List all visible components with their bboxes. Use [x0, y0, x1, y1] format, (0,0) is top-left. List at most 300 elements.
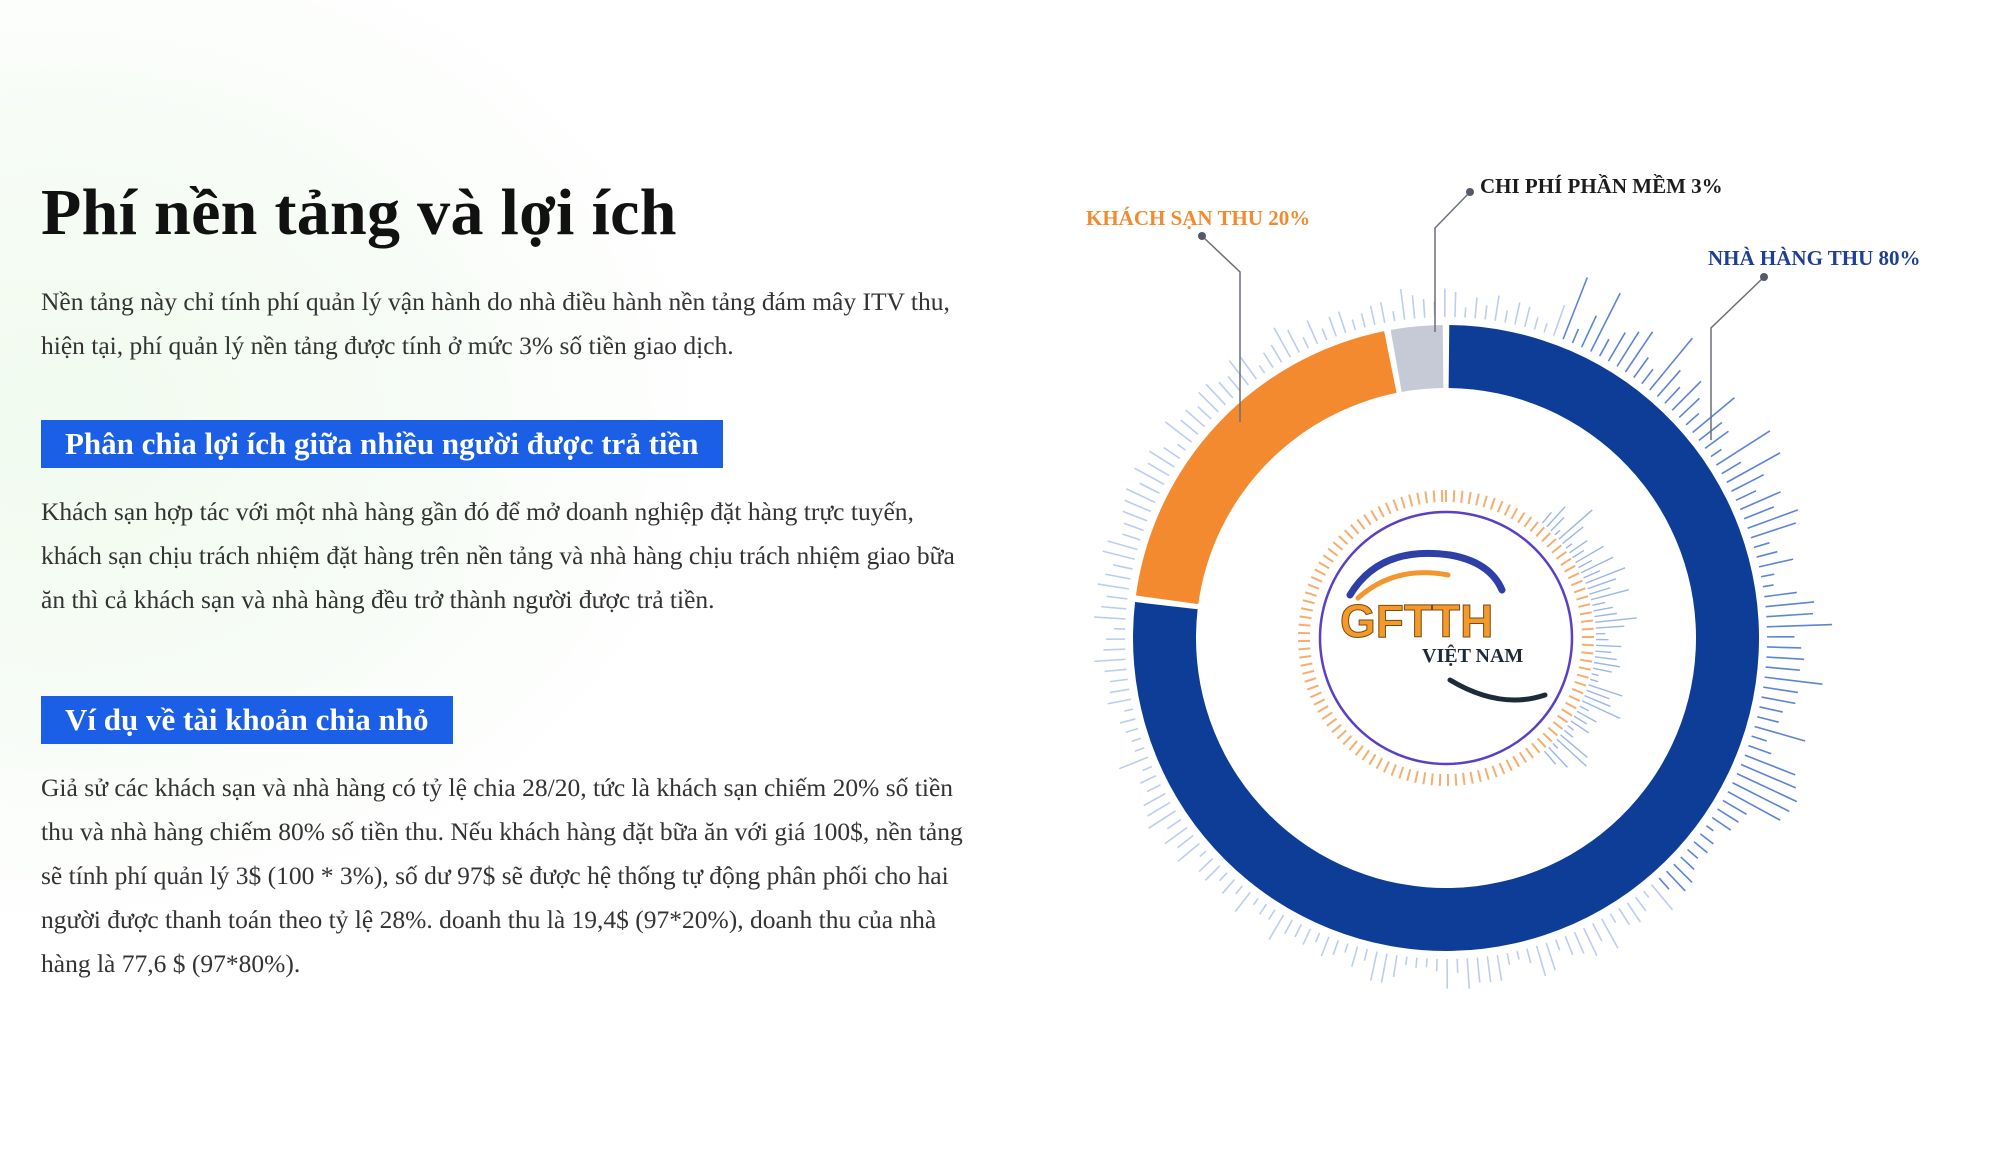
- decorative-tick: [1766, 657, 1804, 659]
- decorative-tick: [1094, 659, 1125, 661]
- label-software: CHI PHÍ PHẦN MỀM 3%: [1480, 174, 1723, 198]
- decorative-tick: [1594, 607, 1613, 611]
- decorative-tick: [1495, 296, 1499, 321]
- decorative-tick: [1761, 574, 1774, 577]
- inner-ring-tick: [1547, 539, 1556, 547]
- decorative-tick: [1754, 543, 1770, 548]
- decorative-tick: [1416, 958, 1417, 968]
- logo-brand-text: GFTTH: [1340, 595, 1494, 647]
- decorative-tick: [1132, 738, 1141, 741]
- decorative-tick: [1303, 929, 1310, 945]
- decorative-tick: [1505, 311, 1507, 323]
- inner-ring-tick: [1476, 494, 1479, 506]
- decorative-tick: [1321, 937, 1329, 956]
- inner-ring-tick: [1561, 559, 1571, 565]
- decorative-tick: [1763, 687, 1798, 692]
- inner-ring-tick: [1384, 761, 1389, 772]
- decorative-tick: [1113, 565, 1132, 569]
- inner-ring-tick: [1351, 525, 1359, 534]
- decorative-tick: [1515, 302, 1520, 324]
- decorative-tick: [1764, 592, 1796, 596]
- decorative-tick: [1125, 500, 1151, 511]
- decorative-tick: [1467, 958, 1469, 989]
- decorative-tick: [1110, 689, 1129, 692]
- decorative-tick: [1544, 324, 1547, 333]
- decorative-tick: [1181, 420, 1198, 434]
- decorative-tick: [1766, 614, 1813, 617]
- inner-ring-tick: [1308, 584, 1319, 588]
- decorative-tick: [1542, 512, 1551, 523]
- decorative-tick: [1269, 915, 1283, 940]
- decorative-tick: [1200, 851, 1206, 856]
- decorative-tick: [1177, 836, 1193, 848]
- decorative-tick: [1686, 413, 1699, 424]
- decorative-tick: [1760, 707, 1783, 712]
- decorative-tick: [1507, 953, 1509, 965]
- decorative-tick: [1393, 311, 1395, 321]
- decorative-tick: [1103, 649, 1125, 650]
- decorative-tick: [1765, 602, 1814, 607]
- decorative-tick: [1497, 955, 1501, 981]
- decorative-tick: [1741, 764, 1796, 787]
- decorative-tick: [1199, 392, 1219, 411]
- decorative-tick: [1737, 774, 1797, 802]
- inner-ring-tick: [1498, 501, 1503, 512]
- decorative-tick: [1580, 706, 1589, 711]
- inner-ring-tick: [1434, 491, 1435, 503]
- inner-ring-tick: [1399, 767, 1403, 778]
- decorative-tick: [1371, 952, 1377, 981]
- decorative-tick: [1657, 370, 1680, 396]
- decorative-tick: [1578, 560, 1592, 567]
- decorative-tick: [1144, 794, 1166, 806]
- decorative-tick: [1767, 625, 1832, 627]
- inner-ring-tick: [1581, 620, 1593, 621]
- decorative-tick: [1590, 679, 1598, 681]
- decorative-tick: [1728, 792, 1780, 821]
- decorative-tick: [1295, 925, 1301, 937]
- section-heading-split-account-example: Ví dụ về tài khoản chia nhỏ: [41, 696, 453, 744]
- inner-ring-tick: [1318, 706, 1328, 712]
- decorative-tick: [1322, 328, 1327, 339]
- inner-ring-tick: [1526, 748, 1533, 758]
- inner-ring-tick: [1518, 512, 1524, 522]
- logo-sub-text: VIỆT NAM: [1422, 645, 1524, 667]
- inner-ring-tick: [1566, 703, 1577, 709]
- decorative-tick: [1716, 431, 1770, 465]
- decorative-tick: [1617, 332, 1639, 367]
- decorative-tick: [1455, 292, 1456, 317]
- decorative-tick: [1723, 800, 1747, 814]
- donut-chart-svg: [1050, 150, 2010, 1010]
- decorative-tick: [1178, 843, 1199, 861]
- inner-ring-tick: [1356, 746, 1363, 756]
- decorative-tick: [1712, 818, 1731, 831]
- decorative-tick: [1595, 618, 1637, 622]
- leader-hotel-dot: [1198, 232, 1206, 240]
- inner-ring-tick: [1582, 629, 1594, 630]
- inner-ring-tick: [1401, 497, 1405, 508]
- decorative-tick: [1235, 892, 1250, 911]
- decorative-tick: [1534, 317, 1537, 329]
- decorative-tick: [1394, 955, 1397, 977]
- inner-ring-tick: [1364, 515, 1371, 525]
- inner-ring-tick: [1328, 549, 1338, 556]
- decorative-tick: [1694, 842, 1707, 853]
- decorative-tick: [1636, 897, 1646, 911]
- decorative-tick: [1205, 866, 1219, 880]
- decorative-tick: [1285, 920, 1293, 934]
- decorative-tick: [1593, 668, 1612, 672]
- inner-ring-tick: [1530, 522, 1537, 531]
- inner-ring-tick: [1505, 505, 1510, 516]
- inner-ring-tick: [1301, 608, 1313, 610]
- decorative-tick: [1288, 330, 1299, 352]
- decorative-tick: [1659, 878, 1669, 889]
- decorative-tick: [1339, 312, 1346, 333]
- inner-ring-tick: [1562, 709, 1572, 715]
- decorative-tick: [1517, 951, 1519, 959]
- inner-ring-tick: [1493, 766, 1497, 777]
- inner-ring-tick: [1425, 491, 1427, 503]
- inner-ring-tick: [1369, 754, 1375, 764]
- decorative-tick: [1199, 859, 1213, 872]
- decorative-tick: [1525, 307, 1530, 327]
- decorative-tick: [1126, 489, 1155, 502]
- inner-ring-tick: [1305, 592, 1316, 596]
- inner-ring-tick: [1557, 552, 1567, 559]
- inner-ring-tick: [1553, 722, 1562, 729]
- decorative-tick: [1487, 956, 1490, 982]
- decorative-tick: [1527, 949, 1531, 963]
- decorative-tick: [1108, 699, 1131, 704]
- logo-emblem: [1320, 512, 1572, 764]
- decorative-tick: [1140, 776, 1156, 783]
- label-restaurant: NHÀ HÀNG THU 80%: [1708, 246, 1921, 270]
- inner-ring-tick: [1542, 533, 1550, 542]
- decorative-tick: [1135, 748, 1145, 751]
- decorative-tick: [1594, 662, 1620, 666]
- inner-ring-tick: [1565, 566, 1575, 572]
- decorative-tick: [1103, 551, 1135, 559]
- decorative-tick: [1566, 544, 1572, 548]
- decorative-tick: [1650, 338, 1693, 390]
- inner-ring-tick: [1577, 675, 1589, 678]
- inner-ring-tick: [1349, 741, 1357, 750]
- inner-ring-tick: [1552, 545, 1561, 553]
- inner-ring-tick: [1393, 500, 1397, 511]
- decorative-tick: [1475, 297, 1477, 318]
- inner-ring-tick: [1469, 492, 1471, 504]
- inner-ring-tick: [1500, 763, 1505, 774]
- decorative-tick: [1574, 716, 1587, 724]
- decorative-tick: [1627, 903, 1640, 922]
- decorative-tick: [1110, 679, 1128, 681]
- decorative-tick: [1271, 345, 1281, 362]
- inner-ring-tick: [1409, 495, 1412, 507]
- inner-ring-tick: [1305, 678, 1316, 682]
- inner-ring-tick: [1314, 699, 1325, 704]
- decorative-tick: [1569, 541, 1587, 553]
- decorative-tick: [1642, 369, 1653, 383]
- inner-ring-tick: [1407, 769, 1410, 781]
- inner-ring-tick: [1332, 725, 1341, 733]
- inner-ring-tick: [1298, 648, 1310, 649]
- decorative-tick: [1706, 826, 1713, 831]
- decorative-tick: [1228, 376, 1241, 391]
- decorative-tick: [1123, 511, 1147, 521]
- decorative-tick: [1693, 398, 1735, 433]
- inner-ring-tick: [1575, 682, 1586, 686]
- decorative-tick: [1553, 743, 1558, 748]
- inner-ring-tick: [1578, 604, 1590, 607]
- decorative-tick: [1105, 669, 1127, 671]
- decorative-tick: [1667, 871, 1686, 891]
- inner-ring-tick: [1538, 738, 1546, 747]
- inner-ring-tick: [1415, 771, 1417, 783]
- inner-ring-tick: [1455, 774, 1456, 786]
- decorative-tick: [1591, 293, 1620, 351]
- decorative-tick: [1307, 320, 1317, 343]
- decorative-tick: [1576, 546, 1604, 562]
- decorative-tick: [1582, 316, 1597, 347]
- decorative-tick: [1573, 550, 1584, 557]
- decorative-tick: [1681, 857, 1694, 869]
- section-body-split-account-example: Giả sử các khách sạn và nhà hàng có tỷ lệ chia 28/20, tức là khách sạn chiếm 20% số tiền thu và nhà hàng chiếm 80% số tiền thu. Nếu khách hàng đặt bữa ăn với giá 100$, nền tảng sẽ tính phí quản lý 3$ (100 * 3%), số dư 97$ sẽ được hệ thống tự động phân phối cho hai người được thanh toán theo tỷ lệ 28%. doanh thu là 19,4$ (97*20%), doanh thu của nhà hàng là 77,6 $ (97*80%).: [41, 773, 963, 978]
- inner-ring-tick: [1506, 760, 1511, 771]
- inner-ring-tick: [1581, 652, 1593, 653]
- decorative-tick: [1423, 299, 1424, 318]
- decorative-tick: [1148, 463, 1169, 475]
- decorative-tick: [1586, 568, 1625, 583]
- inner-ring-tick: [1302, 671, 1314, 674]
- decorative-tick: [1382, 954, 1387, 983]
- decorative-tick: [1477, 957, 1479, 982]
- decorative-tick: [1219, 382, 1233, 398]
- inner-ring-tick: [1569, 696, 1580, 701]
- inner-ring-tick: [1377, 758, 1383, 769]
- page-title: Phí nền tảng và lợi ích: [41, 176, 677, 249]
- decorative-tick: [1559, 510, 1592, 539]
- decorative-tick: [1752, 736, 1767, 741]
- decorative-tick: [1674, 864, 1692, 882]
- inner-ring-tick: [1558, 716, 1568, 723]
- inner-ring-tick: [1299, 625, 1311, 626]
- decorative-tick: [1122, 534, 1140, 540]
- decorative-tick: [1594, 613, 1616, 616]
- leader-restaurant: [1711, 277, 1764, 440]
- decorative-tick: [1241, 357, 1257, 379]
- inner-ring-tick: [1548, 728, 1557, 736]
- decorative-tick: [1412, 295, 1414, 318]
- decorative-tick: [1740, 492, 1780, 510]
- inner-ring-tick: [1303, 600, 1315, 603]
- decorative-tick: [1119, 757, 1148, 768]
- inner-ring-tick: [1524, 517, 1531, 527]
- section-heading-benefit-split: Phân chia lợi ích giữa nhiều người được trả tiền: [41, 420, 723, 468]
- inner-ring-tick: [1580, 660, 1592, 662]
- inner-ring-tick: [1307, 685, 1318, 689]
- decorative-tick: [1465, 308, 1466, 318]
- decorative-tick: [1600, 339, 1609, 356]
- decorative-tick: [1745, 755, 1795, 775]
- decorative-tick: [1406, 957, 1407, 965]
- decorative-tick: [1592, 602, 1605, 605]
- inner-ring-tick: [1513, 756, 1519, 766]
- inner-ring-tick: [1310, 692, 1321, 697]
- inner-ring-tick: [1323, 555, 1333, 562]
- inner-ring-tick: [1579, 667, 1591, 670]
- decorative-tick: [1767, 647, 1801, 648]
- decorative-tick: [1236, 886, 1243, 894]
- decorative-tick: [1554, 305, 1565, 336]
- decorative-tick: [1593, 924, 1602, 942]
- decorative-tick: [1568, 726, 1574, 730]
- decorative-tick: [1718, 809, 1739, 822]
- inner-ring-tick: [1378, 506, 1383, 517]
- decorative-tick: [1581, 557, 1613, 572]
- decorative-tick: [1592, 674, 1599, 676]
- decorative-tick: [1333, 940, 1338, 954]
- decorative-tick: [1564, 730, 1573, 737]
- inner-ring-tick: [1299, 656, 1311, 658]
- decorative-tick: [1572, 329, 1578, 343]
- donut-chart: [1050, 150, 2010, 1010]
- decorative-tick: [1259, 365, 1264, 373]
- decorative-tick: [1254, 898, 1259, 905]
- decorative-tick: [1722, 462, 1741, 473]
- decorative-tick: [1165, 828, 1187, 844]
- inner-ring-tick: [1432, 773, 1433, 785]
- inner-ring-tick: [1311, 577, 1322, 582]
- decorative-tick: [1757, 552, 1778, 557]
- leader-restaurant-dot: [1760, 273, 1768, 281]
- decorative-tick: [1147, 785, 1160, 792]
- inner-ring-tick: [1339, 536, 1348, 544]
- inner-ring-tick: [1580, 612, 1592, 614]
- decorative-tick: [1602, 919, 1618, 949]
- decorative-tick: [1140, 483, 1160, 493]
- inner-ring-tick: [1576, 596, 1588, 599]
- inner-ring-tick: [1485, 768, 1488, 779]
- decorative-tick: [1361, 313, 1365, 327]
- decorative-tick: [1556, 940, 1560, 951]
- decorative-tick: [1595, 651, 1611, 652]
- section-body-benefit-split: Khách sạn hợp tác với một nhà hàng gần đó để mở doanh nghiệp đặt hàng trực tuyến, khách sạn chịu trách nhiệm đặt hàng trên nền tảng và nhà hàng chịu trách nhiệm giao bữa ăn thì cả khách sạn và nhà hàng đều trở thành người được trả tiền.: [41, 497, 955, 614]
- decorative-tick: [1345, 944, 1348, 953]
- decorative-tick: [1381, 302, 1385, 323]
- decorative-tick: [1124, 709, 1133, 711]
- inner-ring-tick: [1301, 663, 1313, 665]
- decorative-tick: [1665, 387, 1680, 403]
- inner-ring-tick: [1483, 496, 1486, 508]
- inner-ring-tick: [1392, 764, 1396, 775]
- decorative-tick: [1264, 353, 1273, 368]
- decorative-tick: [1672, 381, 1701, 410]
- inner-ring-tick: [1536, 527, 1544, 536]
- decorative-tick: [1644, 891, 1649, 897]
- decorative-tick: [1269, 910, 1275, 920]
- slice-software: [1391, 325, 1444, 392]
- decorative-tick: [1537, 946, 1546, 976]
- decorative-tick: [1596, 645, 1621, 646]
- decorative-tick: [1759, 559, 1793, 567]
- decorative-tick: [1098, 584, 1129, 589]
- inner-ring-tick: [1362, 750, 1369, 760]
- inner-ring-tick: [1345, 530, 1353, 539]
- content-column: [41, 170, 971, 986]
- inner-ring-tick: [1319, 562, 1329, 568]
- leader-software-dot: [1466, 188, 1474, 196]
- decorative-tick: [1352, 947, 1358, 967]
- decorative-tick: [1575, 932, 1584, 953]
- inner-ring-tick: [1461, 491, 1462, 503]
- decorative-tick: [1589, 588, 1610, 594]
- decorative-tick: [1220, 873, 1227, 881]
- inner-ring-tick: [1532, 743, 1540, 752]
- decorative-tick: [1186, 410, 1205, 426]
- decorative-tick: [1178, 444, 1186, 450]
- inner-ring-tick: [1333, 542, 1342, 550]
- decorative-tick: [1546, 943, 1555, 970]
- inner-ring-tick: [1440, 774, 1441, 786]
- leader-hotel: [1202, 236, 1240, 422]
- decorative-tick: [1371, 306, 1375, 325]
- decorative-tick: [1303, 337, 1308, 348]
- decorative-tick: [1107, 596, 1128, 599]
- decorative-tick: [1108, 541, 1138, 550]
- inner-ring-tick: [1491, 498, 1495, 509]
- decorative-tick: [1149, 451, 1174, 467]
- decorative-tick: [1143, 767, 1152, 771]
- decorative-tick: [1591, 590, 1629, 600]
- inner-ring-tick: [1343, 736, 1351, 745]
- decorative-tick: [1555, 530, 1560, 535]
- decorative-tick: [1164, 448, 1180, 459]
- decorative-tick: [1736, 491, 1756, 501]
- decorative-tick: [1634, 357, 1649, 377]
- decorative-tick: [1147, 802, 1170, 816]
- inner-ring-tick: [1478, 770, 1481, 782]
- decorative-tick: [1549, 747, 1568, 767]
- inner-ring-tick: [1512, 508, 1518, 519]
- inner-ring-tick: [1423, 772, 1425, 784]
- inner-ring-tick: [1454, 490, 1455, 502]
- decorative-tick: [1563, 278, 1587, 340]
- decorative-tick: [1584, 928, 1597, 956]
- inner-ring-tick: [1357, 519, 1364, 529]
- inner-ring-tick: [1520, 752, 1527, 762]
- decorative-tick: [1763, 585, 1774, 587]
- inner-ring-tick: [1315, 569, 1326, 575]
- decorative-tick: [1610, 914, 1615, 923]
- inner-ring-tick: [1574, 588, 1585, 592]
- decorative-tick: [1485, 305, 1487, 319]
- decorative-tick: [1120, 719, 1135, 723]
- decorative-tick: [1583, 571, 1600, 578]
- inner-ring-tick: [1327, 719, 1337, 726]
- decorative-tick: [1688, 849, 1698, 858]
- decorative-tick: [1588, 685, 1622, 696]
- decorative-tick: [1401, 289, 1405, 320]
- decorative-tick: [1762, 697, 1796, 703]
- decorative-tick: [1765, 677, 1823, 684]
- decorative-tick: [1565, 936, 1573, 955]
- decorative-tick: [1626, 332, 1653, 372]
- inner-ring-tick: [1582, 645, 1594, 646]
- inner-ring-tick: [1322, 712, 1332, 719]
- decorative-tick: [1260, 904, 1267, 914]
